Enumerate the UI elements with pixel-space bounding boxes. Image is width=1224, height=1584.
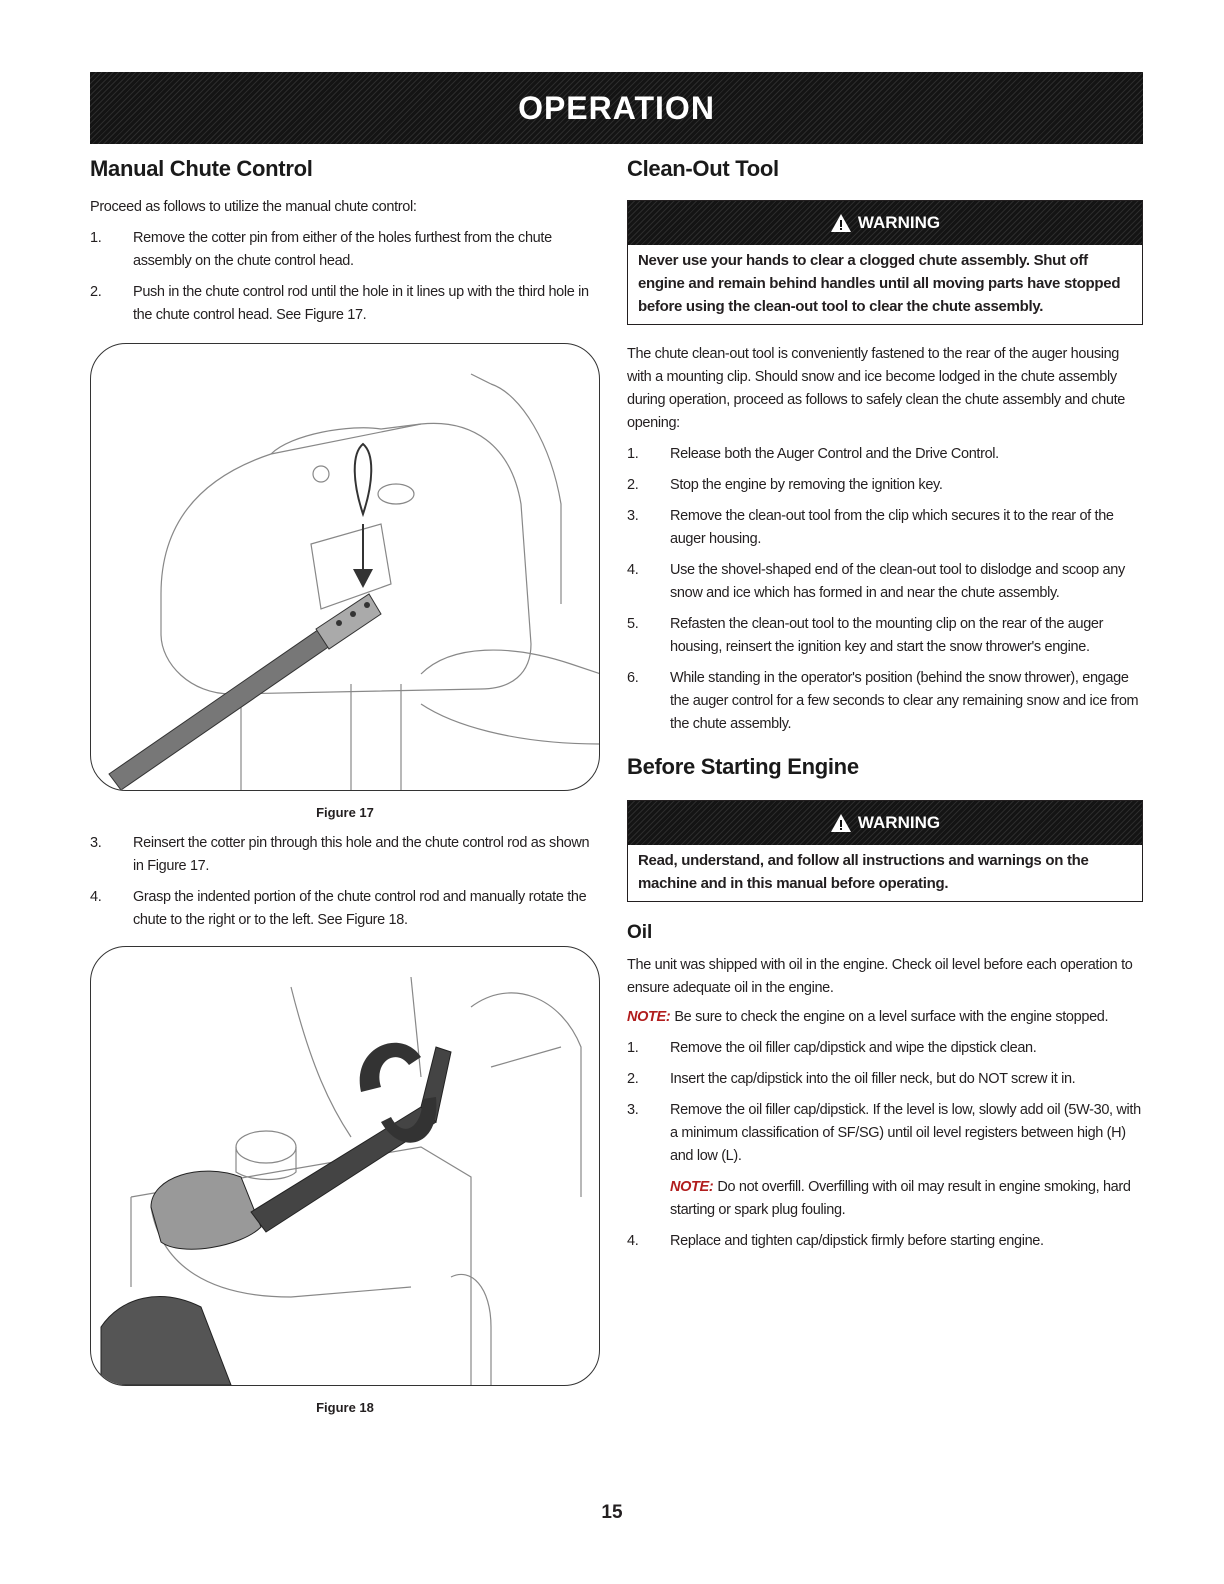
banner-title: OPERATION xyxy=(518,89,715,126)
oil-note xyxy=(627,1006,1143,1029)
warning-label: WARNING xyxy=(857,213,941,232)
list-item: 1. Release both the Auger Control and the Drive Control. xyxy=(627,446,999,462)
left-column xyxy=(90,152,600,1415)
list-item: 2. Insert the cap/dipstick into the oil filler neck, but do NOT screw it in. xyxy=(627,1071,1076,1087)
list-item: 4. Grasp the indented portion of the chute control rod and manually rotate the chute to the right or to the left. See Figure 18. xyxy=(90,889,587,928)
warning-header xyxy=(628,201,1142,245)
figure-18-caption: Figure 18 xyxy=(316,1400,374,1415)
chute-control-head-illustration xyxy=(91,344,600,790)
warning-label: WARNING xyxy=(857,813,941,832)
list-item: 6. While standing in the operator's position (behind the snow thrower), engage the auger control for a few seconds to clear any remaining snow and ice from the chute assembly. xyxy=(627,670,1139,732)
list-item: 1. Remove the cotter pin from either of the holes furthest from the chute assembly on the chute control head. xyxy=(90,230,552,269)
note-text: Do not overfill. Overfilling with oil may result in engine smoking, hard starting or spark plug fouling. xyxy=(670,1179,1131,1218)
list-item: 4. Use the shovel-shaped end of the clean-out tool to dislodge and scoop any snow and ice which has formed in and near the chute assembly. xyxy=(627,562,1125,601)
warning-header xyxy=(628,801,1142,845)
figure-17-caption: Figure 17 xyxy=(316,805,374,820)
warning-triangle-icon xyxy=(830,213,852,233)
chute-rotation-illustration xyxy=(91,947,600,1385)
list-item: 2. Push in the chute control rod until the hole in it lines up with the third hole in the chute control head. See Figure 17. xyxy=(90,284,589,323)
list-item: 5. Refasten the clean-out tool to the mounting clip on the rear of the auger housing, reinsert the ignition key and start the snow thrower's engine. xyxy=(627,616,1104,655)
warning-text: Never use your hands to clear a clogged chute assembly. Shut off engine and remain behind handles until all moving parts have stopped before using the clean-out tool to clear the chute assembly. xyxy=(638,252,1121,315)
list-item: 3. Reinsert the cotter pin through this hole and the chute control rod as shown in Figure 17. xyxy=(90,835,590,874)
oil-intro: The unit was shipped with oil in the engine. Check oil level before each operation to ensure adequate oil in the engine. xyxy=(627,957,1133,996)
figure-17 xyxy=(90,343,600,791)
manual-chute-intro: Proceed as follows to utilize the manual chute control: xyxy=(90,199,417,215)
list-item: 4. Replace and tighten cap/dipstick firmly before starting engine. xyxy=(627,1233,1044,1249)
list-item: 3. Remove the oil filler cap/dipstick. If the level is low, slowly add oil (5W-30, with a minimum classification of SF/SG) until oil level registers between high (H) and low (L). xyxy=(627,1102,1141,1164)
list-item: 2. Stop the engine by removing the ignition key. xyxy=(627,477,943,493)
warning-box-cleanout xyxy=(627,200,1143,325)
note-text: Be sure to check the engine on a level surface with the engine stopped. xyxy=(674,1009,1109,1025)
section-banner xyxy=(90,72,1143,144)
list-item: 3. Remove the clean-out tool from the clip which secures it to the rear of the auger housing. xyxy=(627,508,1114,547)
oil-heading: Oil xyxy=(627,922,653,943)
warning-triangle-icon xyxy=(830,813,852,833)
oil-note-overfill xyxy=(627,1176,1143,1222)
warning-text: Read, understand, and follow all instructions and warnings on the machine and in this manual before operating. xyxy=(638,852,1089,892)
page-number: 15 xyxy=(601,1502,623,1523)
note-label: NOTE: xyxy=(670,1179,714,1195)
list-item: 1. Remove the oil filler cap/dipstick and wipe the dipstick clean. xyxy=(627,1040,1037,1056)
before-starting-engine-heading: Before Starting Engine xyxy=(627,754,859,779)
warning-box-before-starting xyxy=(627,800,1143,902)
figure-18 xyxy=(90,946,600,1386)
cleanout-intro: The chute clean-out tool is conveniently fastened to the rear of the auger housing with a mounting clip. Should snow and ice become lodged in the chute assembly during operation, proceed as follows to safely clean the chute assembly and chute opening: xyxy=(627,346,1125,431)
right-column xyxy=(627,152,1143,1253)
note-label: NOTE: xyxy=(627,1009,671,1025)
manual-chute-control-heading: Manual Chute Control xyxy=(90,156,313,181)
clean-out-tool-heading: Clean-Out Tool xyxy=(627,156,779,181)
